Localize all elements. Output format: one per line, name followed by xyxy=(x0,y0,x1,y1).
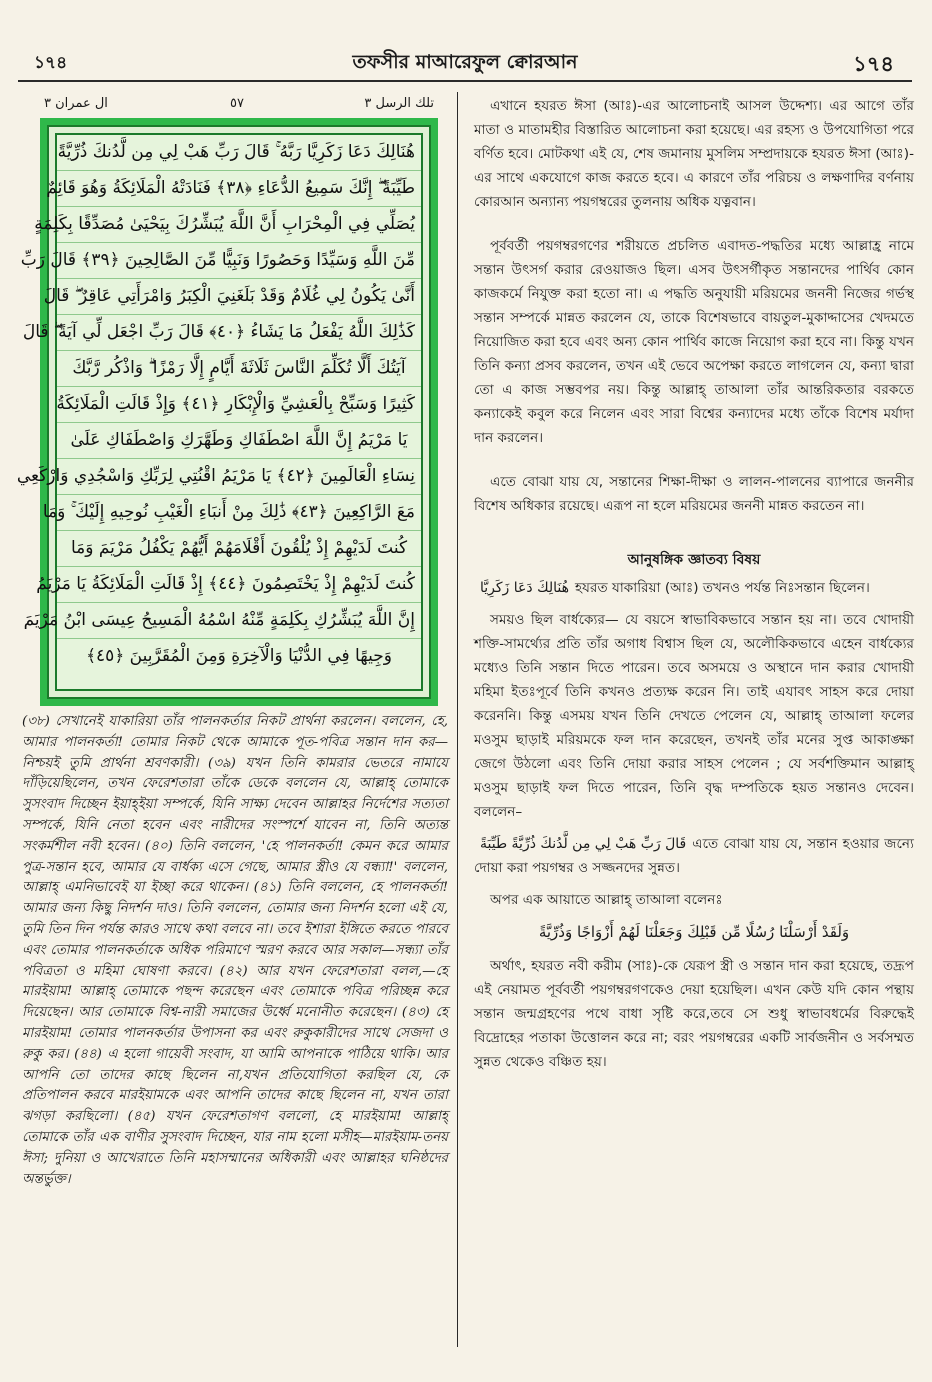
column-divider xyxy=(457,92,458,1347)
page-number-right: ১৭৪ xyxy=(853,52,894,76)
quran-line: وَجِيهًا فِي الدُّنْيَا وَالْآخِرَةِ وَمِنَ الْمُقَرَّبِينَ ﴿٤٥﴾ xyxy=(86,646,392,666)
quran-line: إِنَّ اللَّهَ يُبَشِّرُكِ بِكَلِمَةٍ مِّنْهُ اسْمُهُ الْمَسِيحُ عِيسَى ابْنُ مَرْيَمَ xyxy=(57,603,421,639)
quran-text-box xyxy=(16,118,438,706)
quran-line: نِسَاءِ الْعَالَمِينَ ﴿٤٢﴾ يَا مَرْيَمُ اقْنُتِي لِرَبِّكِ وَاسْجُدِي وَارْكَعِي xyxy=(57,459,421,495)
quran-line: كَثِيرًا وَسَبِّحْ بِالْعَشِيِّ وَالْإِبْكَارِ ﴿٤١﴾ وَإِذْ قَالَتِ الْمَلَائِكَةُ xyxy=(57,387,421,423)
section-heading: আনুষঙ্গিক জ্ঞাতব্য বিষয় xyxy=(627,552,761,568)
quran-meta-bar xyxy=(40,94,440,116)
header-rule xyxy=(18,80,912,82)
commentary-paragraph xyxy=(474,576,914,600)
commentary-column xyxy=(474,94,914,1082)
commentary-paragraph: পূর্ববর্তী পয়গম্বরগণের শরীয়তে প্রচলিত এবাদত-পদ্ধতির মধ্যে আল্লাহ্র নামে সন্তান উৎসর্গ করার রেওয়াজও ছিল। এসব উৎসর্গীকৃত সন্তানদের পার্থিব কোন কাজকর্মে নিযুক্ত করা হতো না। এ পদ্ধতি অনুযায়ী মরিয়মের জননী নিজের গর্ভস্থ সন্তান সম্পর্কে মান্নত করলেন যে, তাকে বিশেষভাবে বায়তুল-মুকাদ্দাসের খেদমতে নিয়োজিত করা হবে এবং অন্য কোন পার্থিব কাজে নিয়োগ করা হবে না। কিন্তু যখন তিনি কন্যা প্রসব করলেন, তখন এই ভেবে অপেক্ষা করতে লাগলেন যে, কন্যা দ্বারা তো এ কাজ সম্ভবপর নয়। কিন্তু আল্লাহ্ তাআলা তাঁর আন্তরিকতার বরকতে কন্যাকেই কবুল করে নিলেন এবং সারা বিশ্বের কন্যাদের মধ্যে তাঁকে বিশেষ মর্যাদা দান করলেন। xyxy=(474,238,914,446)
commentary-paragraph: এখানে হযরত ঈসা (আঃ)-এর আলোচনাই আসল উদ্দেশ্য। এর আগে তাঁর মাতা ও মাতামহীর বিস্তারিত আলোচনা করা হয়েছে। এর রহস্য ও উপযোগিতা পরে বর্ণিত হবে। মোটকথা এই যে, শেষ জমানায় মুসলিম সম্প্রদায়কে হযরত ঈসা (আঃ)-এর সাথে একযোগে কাজ করতে হবে। এ কারণে তাঁর পরিচয় ও লক্ষণাদির বর্ণনায় কোরআন অন্যান্য পয়গম্বরের তুলনায় অধিক যত্নবান। xyxy=(474,98,914,210)
paragraph-spacer xyxy=(474,222,914,234)
quran-line: يُصَلِّي فِي الْمِحْرَابِ أَنَّ اللَّهَ يُبَشِّرُكَ بِيَحْيَىٰ مُصَدِّقًا بِكَلِمَةٍ xyxy=(57,207,421,243)
mushaf-page-number: ٥٧ xyxy=(230,96,244,111)
commentary-text: হযরত যাকারিয়া (আঃ) তখনও পর্যন্ত নিঃসন্তান ছিলেন। xyxy=(575,580,870,596)
translation-block xyxy=(22,712,448,1190)
commentary-paragraph: অপর এক আয়াতে আল্লাহ্ তাআলা বলেনঃ xyxy=(490,892,723,908)
arabic-verse: وَلَقَدْ أَرْسَلْنَا رُسُلًا مِّن قَبْلِكَ وَجَعَلْنَا لَهُمْ أَزْوَاجًا وَذُرِّيَّةً xyxy=(538,923,850,941)
arabic-quote: هُنَالِكَ دَعَا زَكَرِيَّا xyxy=(480,580,570,596)
quran-line: هُنَالِكَ دَعَا زَكَرِيَّا رَبَّهُ ۚ قَالَ رَبِّ هَبْ لِي مِن لَّدُنكَ ذُرِّيَّةً xyxy=(57,135,421,171)
paragraph-spacer xyxy=(474,458,914,470)
quran-line: مَعَ الرَّاكِعِينَ ﴿٤٣﴾ ذَٰلِكَ مِنْ أَنبَاءِ الْغَيْبِ نُوحِيهِ إِلَيْكَ ۚ وَمَا xyxy=(57,495,421,531)
quran-line: آيَتُكَ أَلَّا تُكَلِّمَ النَّاسَ ثَلَاثَةَ أَيَّامٍ إِلَّا رَمْزًا ۗ وَاذْكُر رَّبَّكَ xyxy=(57,351,421,387)
page-number-left: ১৭৪ xyxy=(34,53,68,73)
quran-line: كُنتَ لَدَيْهِمْ إِذْ يَخْتَصِمُونَ ﴿٤٤﴾ إِذْ قَالَتِ الْمَلَائِكَةُ يَا مَرْيَمُ xyxy=(57,567,421,603)
commentary-paragraph xyxy=(474,832,914,880)
commentary-text: এতে বোঝা যায় যে, সন্তান হওয়ার জন্যে দোয়া করা পয়গম্বর ও সজ্জনদের সুন্নত। xyxy=(474,836,914,876)
translation-text: (৩৮) সেখানেই যাকারিয়া তাঁর পালনকর্তার নিকট প্রার্থনা করলেন। বললেন, হে, আমার পালনকর্তা! তোমার নিকট থেকে আমাকে পূত-পবিত্র সন্তান দান কর—নিশ্চয়ই তুমি প্রার্থনা শ্রবণকারী। (৩৯) যখন তিনি কামরার ভেতরে নামাযে দাঁড়িয়েছিলেন, তখন ফেরেশতারা তাঁকে ডেকে বললেন যে, আল্লাহ্ তোমাকে সুসংবাদ দিচ্ছেন ইয়াহ্ইয়া সম্পর্কে, যিনি সাক্ষ্য দেবেন আল্লাহর নির্দেশের সত্যতা সম্পর্কে, যিনি নেতা হবেন এবং নারীদের সংস্পর্শে যাবেন না, তিনি অত্যন্ত সংকর্মশীল নবী হবেন। (৪০) তিনি বললেন, 'হে পালনকর্তা! কেমন করে আমার পুত্র-সন্তান হবে, আমার যে বার্ধক্য এসে গেছে, আমার স্ত্রীও যে বন্ধ্যা!' বললেন, আল্লাহ্ এমনিভাবেই যা ইচ্ছা করে থাকেন। (৪১) তিনি বললেন, হে পালনকর্তা! আমার জন্য কিছু নিদর্শন দাও। তিনি বললেন, তোমার জন্য নিদর্শন হলো এই যে, তুমি তিন দিন পর্যন্ত কারও সাথে কথা বলবে না। তবে ইশারা ইঙ্গিতে করতে পারবে এবং তোমার পালনকর্তাকে অধিক পরিমাণে স্মরণ করবে আর সকাল—সন্ধ্যা তাঁর পবিত্রতা ও মহিমা ঘোষণা করবে। (৪২) আর যখন ফেরেশতারা বলল,—হে মারইয়াম! আল্লাহ্ তোমাকে পছন্দ করেছেন এবং তোমাকে পবিত্র পরিচ্ছন্ন করে দিয়েছেন। আর তোমাকে বিশ্ব-নারী সমাজের উর্ধ্বে মনোনীত করেছেন। (৪৩) হে মারইয়াম! তোমার পালনকর্তার উপাসনা কর এবং রুকুকারীদের সাথে সেজদা ও রুকু কর। (৪৪) এ হলো গায়েবী সংবাদ, যা আমি আপনাকে পাঠিয়ে থাকি। আর আপনি তো তাদের কাছে ছিলেন না,যখন প্রতিযোগিতা করছিল যে, কে প্রতিপালন করবে মারইয়ামকে এবং আপনি তাদের কাছে ছিলেন না, যখন তারা ঝগড়া করছিলো। (৪৫) যখন ফেরেশতাগণ বললো, হে মারইয়াম! আল্লাহ্ তোমাকে তাঁর এক বাণীর সুসংবাদ দিচ্ছেন, যার নাম হলো মসীহ—মারইয়াম-তনয় ঈসা; দুনিয়া ও আখেরাতে তিনি মহাসম্মানের অধিকারী এবং আল্লাহর ঘনিষ্ঠদের অন্তর্ভুক্ত। xyxy=(22,714,448,1187)
commentary-paragraph: অর্থাৎ, হযরত নবী করীম (সাঃ)-কে যেরূপ স্ত্রী ও সন্তান দান করা হয়েছে, তদ্রূপ এই নেয়ামত পূর্ববর্তী পয়গম্বরগণকেও দেয়া হয়েছিল। এখন কেউ যদি কোন পন্থায় সন্তান জন্মগ্রহণের পথে বাধা সৃষ্টি করে,তবে সে শুধু স্বাভাবধর্মের বিরুদ্ধেই বিদ্রোহের পতাকা উত্তোলন করে না; বরং পয়গম্বরের একটি সার্বজনীন ও সর্বসম্মত সুন্নত থেকেও বঞ্চিত হয়। xyxy=(474,958,914,1070)
quran-line: مِّنَ اللَّهِ وَسَيِّدًا وَحَصُورًا وَنَبِيًّا مِّنَ الصَّالِحِينَ ﴿٣٩﴾ قَالَ رَبِّ xyxy=(57,243,421,279)
quran-line: كُنتَ لَدَيْهِمْ إِذْ يُلْقُونَ أَقْلَامَهُمْ أَيُّهُمْ يَكْفُلُ مَرْيَمَ وَمَا xyxy=(57,531,421,567)
book-title: তফসীর মাআরেফুল ক্বোরআন xyxy=(352,51,578,73)
juz-label: تلك الرسل ٣ xyxy=(364,96,434,111)
commentary-paragraph: সময়ও ছিল বার্ধক্যের— যে বয়সে স্বাভাবিকভাবে সন্তান হয় না। তবে খোদায়ী শক্তি-সামর্থ্যের প্রতি তাঁর অগাধ বিশ্বাস ছিল যে, অলৌকিকভাবে এহেন বার্ধক্যের মধ্যেও তিনি সন্তান দিতে পারেন। তবে অসময়ে ও অস্থানে দান করার খোদায়ী মহিমা ইতঃপূর্বে তিনি কখনও প্রত্যক্ষ করেন নি। তাই এযাবৎ সাহস করে দোয়া করেননি। কিন্তু এসময় যখন তিনি দেখতে পেলেন যে, আল্লাহ্ তাআলা ফলের মওসুম ছাড়াই মরিয়মকে ফল দান করেছেন, তখনই তাঁর মনের সুপ্ত আকাঙ্ক্ষা জেগে উঠলো এবং তিনি দোয়া করার সাহস পেলেন ; যে সর্বশক্তিমান আল্লাহ্ মওসুম ছাড়াই ফল দিতে পারেন, তিনি বৃদ্ধ দম্পতিকে হয়ত সন্তানও দেবেন। বললেন– xyxy=(474,612,914,820)
quran-line: يَا مَرْيَمُ إِنَّ اللَّهَ اصْطَفَاكِ وَطَهَّرَكِ وَاصْطَفَاكِ عَلَىٰ xyxy=(57,423,421,459)
quran-line: طَيِّبَةً ۖ إِنَّكَ سَمِيعُ الدُّعَاءِ ﴿٣٨﴾ فَنَادَتْهُ الْمَلَائِكَةُ وَهُوَ قَائِمٌ xyxy=(57,171,421,207)
quran-line: كَذَٰلِكَ اللَّهُ يَفْعَلُ مَا يَشَاءُ ﴿٤٠﴾ قَالَ رَبِّ اجْعَل لِّي آيَةً ۖ قَالَ xyxy=(57,315,421,351)
surah-label: ال عمران ٣ xyxy=(44,96,108,111)
quran-text-inner xyxy=(16,133,423,691)
page-header xyxy=(20,40,910,80)
quran-line: أَنَّىٰ يَكُونُ لِي غُلَامٌ وَقَدْ بَلَغَنِيَ الْكِبَرُ وَامْرَأَتِي عَاقِرٌ ۖ قَالَ xyxy=(57,279,421,315)
arabic-quote: قَالَ رَبِّ هَبْ لِي مِن لَّدُنكَ ذُرِّيَّةً طَيِّبَةً xyxy=(480,836,687,852)
commentary-paragraph: এতে বোঝা যায় যে, সন্তানের শিক্ষা-দীক্ষা ও লালন-পালনের ব্যাপারে জননীর বিশেষ অধিকার রয়েছে। এরূপ না হলে মরিয়মের জননী মান্নত করতেন না। xyxy=(474,474,914,514)
